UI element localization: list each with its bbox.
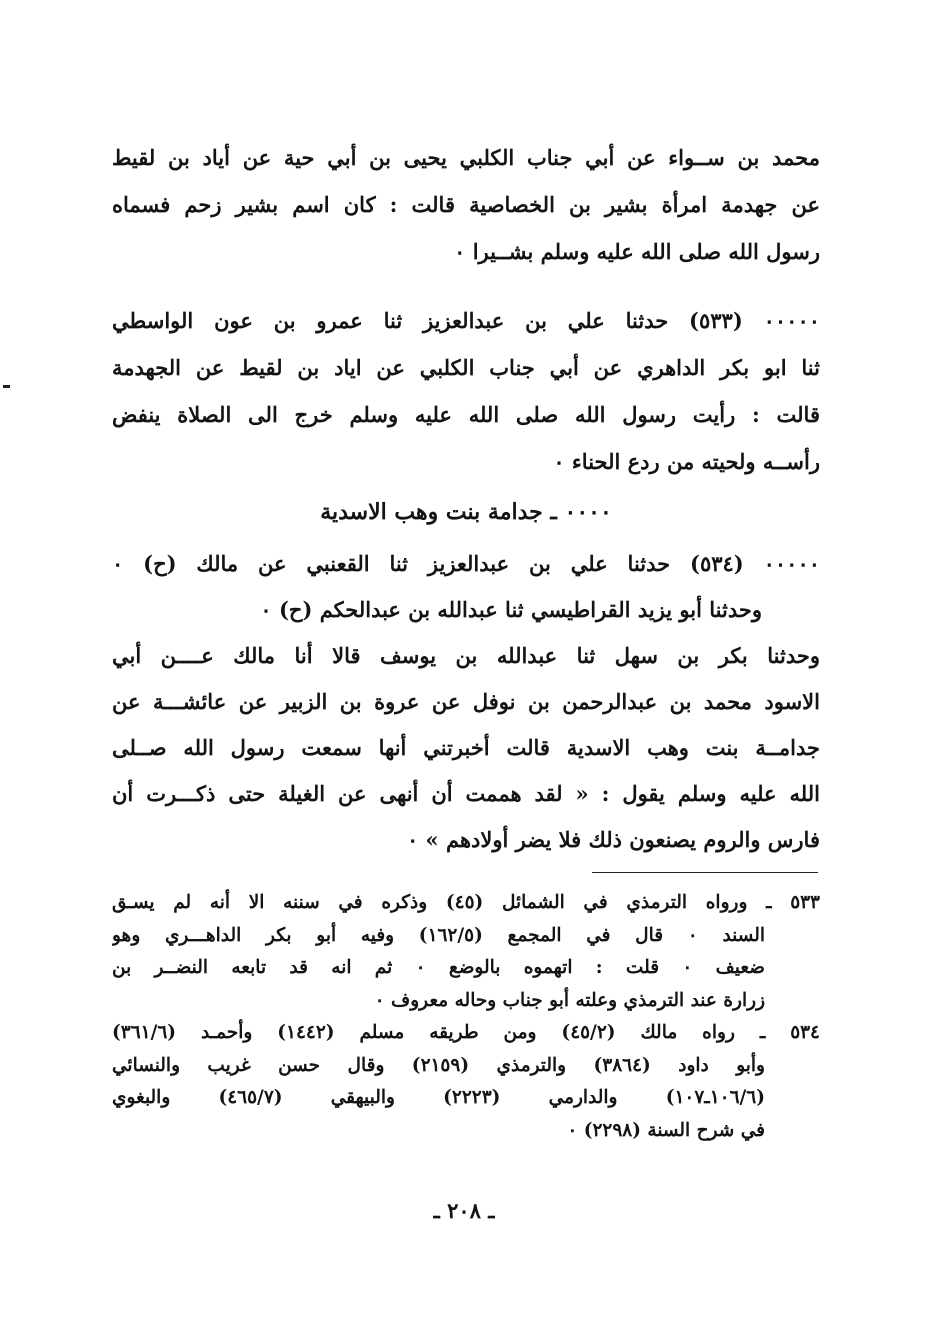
footnote-divider bbox=[592, 872, 818, 873]
footnote-534 bbox=[112, 1017, 820, 1147]
paragraph-534 bbox=[112, 541, 820, 863]
text-line: فارس والروم يصنعون ذلك فلا يضر أولادهم » ٠ bbox=[406, 827, 820, 852]
footnote-line: (١٠٦/٦ـ١٠٧) والدارمي (٢٢٢٣) والبيهقي (٤٦٥/٧) والبغوي bbox=[112, 1087, 765, 1108]
text-line: رأســه ولحيته من ردع الحناء ٠ bbox=[553, 449, 820, 474]
footnote-line: وأبو داود (٣٨٦٤) والترمذي (٢١٥٩) وقال حسن غريب والنسائي bbox=[112, 1054, 765, 1076]
text-line: محمد بن ســواء عن أبي جناب الكلبي يحيى بن أبي حية عن أياد بن لقيط bbox=[112, 145, 820, 170]
text-line: الله عليه وسلم يقول : « لقد هممت أن أنهى عن الغيلة حتى ذكـــرت أن bbox=[112, 781, 820, 806]
section-heading: ٠٠٠٠ ـ جدامة بنت وهب الاسدية bbox=[320, 499, 612, 525]
text-line: ٠٠٠٠٠ (٥٣٤) حدثنا علي بن عبدالعزيز ثنا القعنبي عن مالك (ح) ٠ bbox=[112, 551, 820, 576]
text-line: ثنا ابو بكر الداهري عن أبي جناب الكلبي عن اياد بن لقيط عن الجهدمة bbox=[112, 355, 820, 380]
text-line: رسول الله صلى الله عليه وسلم بشــيرا ٠ bbox=[454, 239, 820, 264]
footnotes bbox=[112, 887, 820, 1147]
page-number: ـ ٢٠٨ ـ bbox=[433, 1198, 495, 1223]
paragraph-533 bbox=[112, 297, 820, 485]
footnote-line: ضعيف ٠ قلت : اتهموه بالوضع ٠ ثم انه قد تابعه النضــر بن bbox=[112, 957, 765, 978]
text-line: الاسود محمد بن عبدالرحمن بن نوفل عن عروة بن الزبير عن عائشـــة عن bbox=[112, 689, 820, 714]
text-line: قالت : رأيت رسول الله صلى الله عليه وسلم خرج الى الصلاة ينفض bbox=[112, 402, 820, 427]
footnote-533 bbox=[112, 887, 820, 1017]
text-line: جدامــة بنت وهب الاسدية قالت أخبرتني أنها سمعت رسول الله صــلى bbox=[112, 735, 820, 760]
text-line: وحدثنا بكر بن سهل ثنا عبدالله بن يوسف قالا أنا مالك عــــن أبي bbox=[112, 643, 820, 668]
footnote-line: زرارة عند الترمذي وعلته أبو جناب وحاله معروف ٠ bbox=[374, 989, 765, 1011]
margin-mark bbox=[3, 385, 10, 388]
text-line: وحدثنا أبو يزيد القراطيسي ثنا عبدالله بن عبدالحكم (ح) ٠ bbox=[260, 597, 762, 622]
paragraph-1 bbox=[112, 134, 820, 275]
footnote-line: السند ٠ قال في المجمع (١٦٢/٥) وفيه أبو بكر الداهـــري وهو bbox=[112, 924, 765, 946]
footnote-line: ٥٣٤ ـ رواه مالك (٤٥/٢) ومن طريقه مسلم (١٤٤٢) وأحمـد (٣٦١/٦) bbox=[112, 1022, 820, 1043]
footnote-line: ٥٣٣ ـ ورواه الترمذي في الشمائل (٤٥) وذكره في سننه الا أنه لم يسـق bbox=[112, 892, 820, 913]
footnote-line: في شرح السنة (٢٢٩٨) ٠ bbox=[567, 1119, 765, 1141]
text-line: عن جهدمة امرأة بشير بن الخصاصية قالت : كان اسم بشير زحم فسماه bbox=[112, 192, 820, 217]
text-line: ٠٠٠٠٠ (٥٣٣) حدثنا علي بن عبدالعزيز ثنا عمرو بن عون الواسطي bbox=[112, 308, 820, 333]
